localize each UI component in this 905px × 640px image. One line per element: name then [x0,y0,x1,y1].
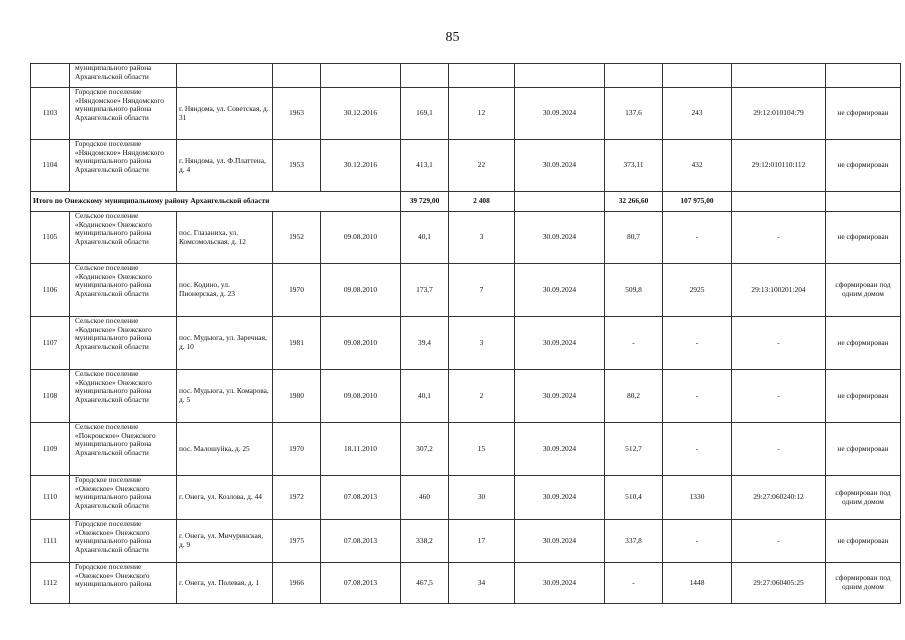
cell-year: 1972 [273,476,321,520]
cell-num: 1110 [31,476,70,520]
cell-address: г. Няндома, ул. Ф.Платтена, д. 4 [177,140,273,192]
cell-address: пос. Кодино, ул. Пионерская, д. 23 [177,264,273,317]
total-status [826,192,901,212]
cell-num: 1108 [31,370,70,423]
cell-status: не сформирован [826,140,901,192]
table-row [31,317,901,370]
cell-cadastre: 29:27:060405:25 [732,563,826,604]
cell-address: г. Онега, ул. Мичуринская, д. 9 [177,520,273,563]
cell-land: - [663,212,732,264]
cell-land: - [663,423,732,476]
cell-settlement: Сельское поселение «Кодинское» Онежского муниципального района Архангельской области [70,212,177,264]
cell-area: 338,2 [401,520,449,563]
cell-residents: 30 [449,476,515,520]
cell-settlement: Городское поселение «Онежское» Онежского муниципального района Архангельской области [70,520,177,563]
cell-date-plan: 30.09.2024 [515,317,605,370]
continuation-row [31,64,901,88]
cell-year: 1980 [273,370,321,423]
cell-land: 432 [663,140,732,192]
cell-year [273,64,321,88]
cell-cadastre [732,64,826,88]
housing-registry-table [30,63,901,604]
cell-area-land: 509,8 [605,264,663,317]
total-label: Итого по Онежскому муниципальному району Архангельской области [31,192,401,212]
cell-date-recognized: 07.08.2013 [321,563,401,604]
cell-residents: 22 [449,140,515,192]
cell-cadastre: - [732,423,826,476]
cell-year: 1963 [273,88,321,140]
cell-area-land: 512,7 [605,423,663,476]
cell-status: не сформирован [826,370,901,423]
cell-year: 1970 [273,264,321,317]
cell-year: 1981 [273,317,321,370]
cell-residents [449,64,515,88]
table-row [31,264,901,317]
cell-num: 1109 [31,423,70,476]
cell-settlement: Сельское поселение «Кодинское» Онежского муниципального района Архангельской области [70,264,177,317]
cell-date-recognized: 09.08.2010 [321,370,401,423]
cell-address [177,64,273,88]
cell-area: 413,1 [401,140,449,192]
cell-cadastre: - [732,317,826,370]
cell-num: 1111 [31,520,70,563]
cell-land: 1448 [663,563,732,604]
cell-date-plan: 30.09.2024 [515,370,605,423]
cell-land: 2925 [663,264,732,317]
cell-status: сформирован под одним домом [826,476,901,520]
total-cadastre [732,192,826,212]
cell-status: не сформирован [826,88,901,140]
cell-area-land: 80,2 [605,370,663,423]
table-row [31,370,901,423]
cell-cadastre: 29:27:060240:12 [732,476,826,520]
cell-year: 1952 [273,212,321,264]
page-number: 85 [445,30,460,45]
cell-date-recognized: 09.08.2010 [321,317,401,370]
cell-residents: 3 [449,212,515,264]
cell-date-plan: 30.09.2024 [515,563,605,604]
cell-residents: 34 [449,563,515,604]
cell-residents: 2 [449,370,515,423]
cell-residents: 15 [449,423,515,476]
cell-settlement: Сельское поселение «Кодинское» Онежского муниципального района Архангельской области [70,317,177,370]
cell-area-land: 373,11 [605,140,663,192]
cell-cadastre: 29:12:010104:79 [732,88,826,140]
cell-area-land: 337,8 [605,520,663,563]
cell-date-plan: 30.09.2024 [515,520,605,563]
table-row [31,140,901,192]
cell-area-land: - [605,563,663,604]
cell-status: сформирован под одним домом [826,264,901,317]
table-row [31,423,901,476]
cell-area: 40,1 [401,370,449,423]
cell-date-plan: 30.09.2024 [515,423,605,476]
cell-year: 1975 [273,520,321,563]
cell-date-plan: 30.09.2024 [515,476,605,520]
cell-num: 1105 [31,212,70,264]
cell-date-plan [515,64,605,88]
cell-status: не сформирован [826,520,901,563]
cell-residents: 3 [449,317,515,370]
cell-address: пос. Мудьюга, ул. Заречная, д. 10 [177,317,273,370]
cell-settlement: Сельское поселение «Кодинское» Онежского муниципального района Архангельской области [70,370,177,423]
table-row [31,520,901,563]
cell-area: 173,7 [401,264,449,317]
cell-land: 1330 [663,476,732,520]
cell-address: пос. Мудьюга, ул. Комарова, д. 5 [177,370,273,423]
cell-date-recognized: 30.12.2016 [321,88,401,140]
cell-date-recognized: 18.11.2010 [321,423,401,476]
cell-area: 40,1 [401,212,449,264]
cell-land: - [663,317,732,370]
cell-address: г. Онега, ул. Козлова, д. 44 [177,476,273,520]
table-row [31,476,901,520]
total-date-plan [515,192,605,212]
cell-date-plan: 30.09.2024 [515,140,605,192]
cell-residents: 17 [449,520,515,563]
total-area-land: 32 266,60 [605,192,663,212]
cell-address: г. Онега, ул. Полевая, д. 1 [177,563,273,604]
cell-date-recognized: 09.08.2010 [321,264,401,317]
cell-area-land: 80,7 [605,212,663,264]
cell-land: 243 [663,88,732,140]
cell-address: пос. Глазаниха, ул. Комсомольская, д. 12 [177,212,273,264]
total-row [31,192,901,212]
cell-residents: 12 [449,88,515,140]
cell-cadastre: - [732,520,826,563]
table-row [31,563,901,604]
cell-area-land: 137,6 [605,88,663,140]
cell-settlement: муниципального района Архангельской области [70,64,177,88]
cell-status: не сформирован [826,423,901,476]
cell-settlement: Сельское поселение «Покровское» Онежского муниципального района Архангельской области [70,423,177,476]
cell-date-recognized [321,64,401,88]
cell-date-plan: 30.09.2024 [515,212,605,264]
cell-date-recognized: 07.08.2013 [321,476,401,520]
cell-num [31,64,70,88]
cell-date-plan: 30.09.2024 [515,88,605,140]
cell-num: 1112 [31,563,70,604]
cell-area: 307,2 [401,423,449,476]
cell-num: 1106 [31,264,70,317]
cell-area: 467,5 [401,563,449,604]
cell-year: 1966 [273,563,321,604]
cell-land: - [663,520,732,563]
cell-cadastre: 29:12:010110:112 [732,140,826,192]
cell-area-land: - [605,317,663,370]
cell-num: 1107 [31,317,70,370]
cell-settlement: Городское поселение «Онежское» Онежского муниципального района Архангельской области [70,476,177,520]
cell-num: 1104 [31,140,70,192]
cell-address: г. Няндома, ул. Советская, д. 31 [177,88,273,140]
cell-year: 1970 [273,423,321,476]
cell-area: 169,1 [401,88,449,140]
cell-address: пос. Малошуйка, д. 25 [177,423,273,476]
cell-area: 39,4 [401,317,449,370]
cell-date-recognized: 09.08.2010 [321,212,401,264]
cell-area: 460 [401,476,449,520]
total-residents: 2 408 [449,192,515,212]
cell-settlement: Городское поселение «Няндомское» Няндомского муниципального района Архангельской области [70,140,177,192]
cell-date-recognized: 30.12.2016 [321,140,401,192]
cell-cadastre: - [732,370,826,423]
cell-land [663,64,732,88]
total-land: 107 975,00 [663,192,732,212]
table-row [31,88,901,140]
cell-status: не сформирован [826,317,901,370]
total-area: 39 729,00 [401,192,449,212]
cell-cadastre: - [732,212,826,264]
cell-settlement: Городское поселение «Няндомское» Няндомского муниципального района Архангельской области [70,88,177,140]
cell-cadastre: 29:13:100201:204 [732,264,826,317]
cell-residents: 7 [449,264,515,317]
cell-area-land [605,64,663,88]
cell-date-recognized: 07.08.2013 [321,520,401,563]
cell-settlement: Городское поселение «Онежское» Онежского муниципального района [70,563,177,604]
cell-year: 1953 [273,140,321,192]
cell-date-plan: 30.09.2024 [515,264,605,317]
cell-area-land: 510,4 [605,476,663,520]
cell-num: 1103 [31,88,70,140]
cell-status: не сформирован [826,212,901,264]
cell-land: - [663,370,732,423]
cell-status: сформирован под одним домом [826,563,901,604]
cell-status [826,64,901,88]
cell-area [401,64,449,88]
table-row [31,212,901,264]
